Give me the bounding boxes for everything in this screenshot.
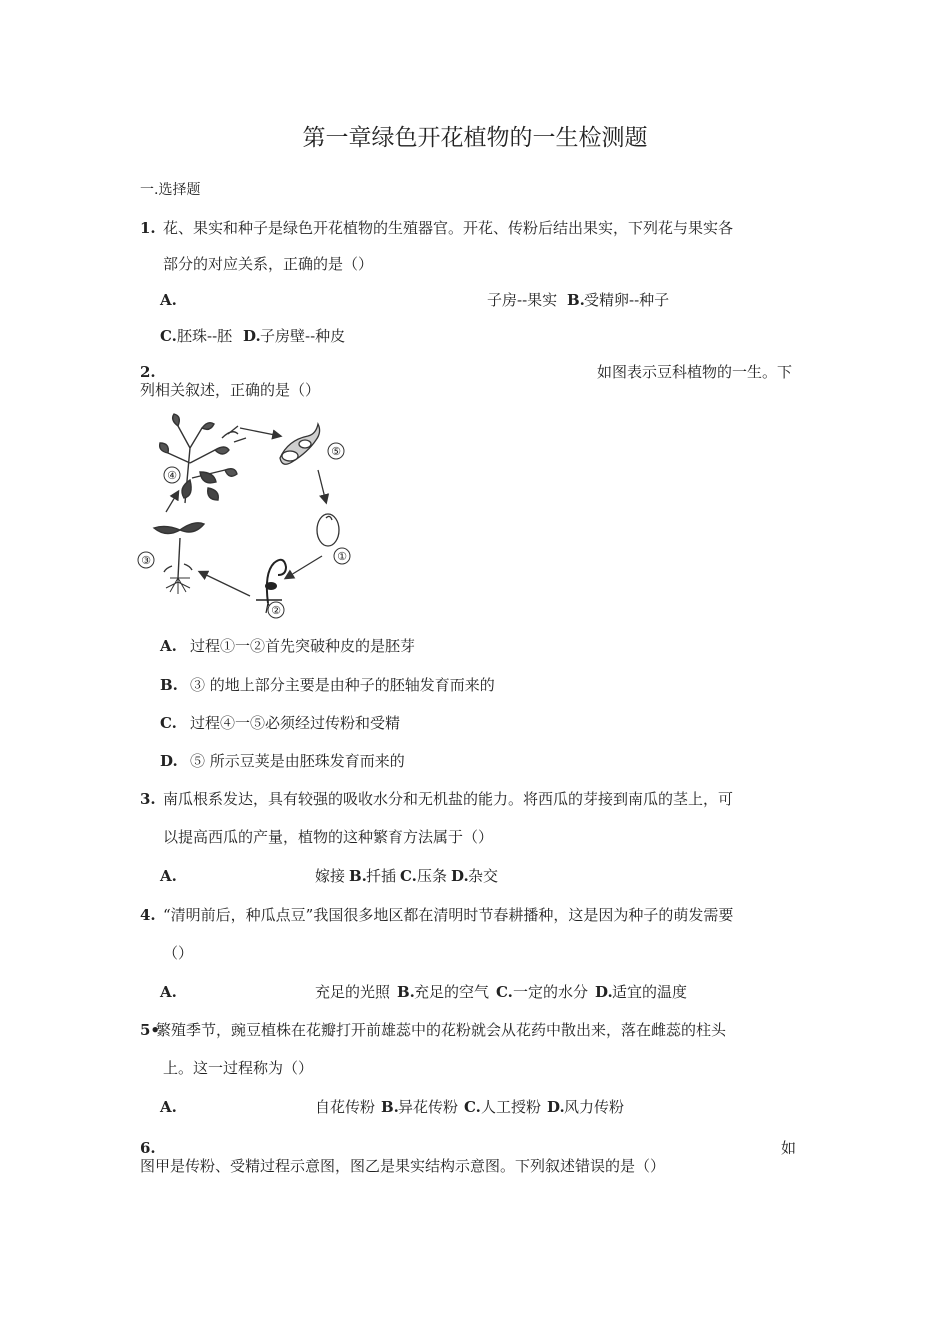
option-text: 一定的水分 bbox=[513, 983, 589, 1001]
option-text: 过程①一②首先突破种皮的是胚芽 bbox=[190, 637, 416, 655]
option-text: 风力传粉 bbox=[564, 1098, 625, 1116]
arrow-5-to-1 bbox=[318, 470, 326, 502]
option-letter: A. bbox=[160, 1098, 177, 1116]
option-text: 胚珠--胚 bbox=[177, 327, 233, 345]
stage-label-5: ⑤ bbox=[331, 445, 341, 458]
option-text: 子房壁--种皮 bbox=[260, 327, 346, 345]
section-heading: 一.选择题 bbox=[140, 182, 201, 198]
option-text: 充足的空气 bbox=[414, 983, 490, 1001]
arrow-2-to-3 bbox=[200, 572, 250, 596]
option-letter: C. bbox=[160, 327, 177, 345]
stage-label-3: ③ bbox=[141, 554, 151, 567]
question-number: 1. bbox=[140, 219, 156, 237]
question-number: 4. bbox=[140, 906, 156, 924]
question-text: 如图表示豆科植物的一生。下 bbox=[597, 363, 793, 381]
option-letter: A. bbox=[160, 637, 177, 655]
mature-plant-drawing bbox=[160, 414, 246, 503]
option-text: 适宜的温度 bbox=[612, 983, 688, 1001]
stage-label-1: ① bbox=[337, 550, 347, 563]
option-letter: B. bbox=[397, 983, 415, 1001]
question-text: 花、果实和种子是绿色开花植物的生殖器官。开花、传粉后结出果实，下列花与果实各 bbox=[163, 219, 734, 237]
question-text: 繁殖季节，豌豆植株在花瓣打开前雄蕊中的花粉就会从花药中散出来，落在雌蕊的柱头 bbox=[156, 1021, 727, 1039]
option-letter: D. bbox=[595, 983, 613, 1001]
bean-life-cycle-figure bbox=[130, 408, 370, 623]
option-letter: B. bbox=[567, 291, 585, 309]
option-text: ③ 的地上部分主要是由种子的胚轴发育而来的 bbox=[190, 676, 495, 694]
arrow-1-to-2 bbox=[286, 556, 322, 578]
option-letter: A. bbox=[160, 291, 177, 309]
option-letter: A. bbox=[160, 983, 177, 1001]
option-text: 杂交 bbox=[468, 867, 499, 885]
seed-drawing bbox=[317, 514, 339, 546]
option-letter: D. bbox=[160, 752, 178, 770]
question-text: 图甲是传粉、受精过程示意图，图乙是果实结构示意图。下列叙述错误的是（） bbox=[140, 1157, 666, 1175]
option-letter: C. bbox=[496, 983, 513, 1001]
question-number: 5• bbox=[140, 1021, 161, 1039]
option-letter: D. bbox=[243, 327, 261, 345]
option-letter: B. bbox=[349, 867, 367, 885]
young-plant-drawing bbox=[154, 523, 204, 594]
question-text: 部分的对应关系，正确的是（） bbox=[163, 255, 374, 273]
option-text: 人工授粉 bbox=[481, 1098, 542, 1116]
option-letter: B. bbox=[160, 676, 178, 694]
option-text: 自花传粉 bbox=[315, 1098, 376, 1116]
question-text: 如 bbox=[781, 1139, 797, 1157]
option-letter: C. bbox=[400, 867, 417, 885]
question-number: 6. bbox=[140, 1139, 156, 1157]
stage-label-4: ④ bbox=[167, 469, 177, 482]
stage-label-2: ② bbox=[271, 604, 281, 617]
option-text: 扦插 bbox=[366, 867, 397, 885]
option-letter: C. bbox=[160, 714, 177, 732]
question-text: 以提高西瓜的产量，植物的这种繁育方法属于（） bbox=[163, 828, 494, 846]
option-letter: D. bbox=[451, 867, 469, 885]
option-letter: D. bbox=[547, 1098, 565, 1116]
question-number: 2. bbox=[140, 363, 156, 381]
option-text: 充足的光照 bbox=[315, 983, 391, 1001]
question-text: “清明前后，种瓜点豆”我国很多地区都在清明时节春耕播种，这是因为种子的萌发需要 bbox=[163, 906, 734, 924]
arrow-3-to-4 bbox=[166, 492, 178, 512]
question-number: 3. bbox=[140, 790, 156, 808]
option-letter: B. bbox=[381, 1098, 399, 1116]
question-text: 南瓜根系发达，具有较强的吸收水分和无机盐的能力。将西瓜的芽接到南瓜的茎上，可 bbox=[163, 790, 734, 808]
question-text: 列相关叙述，正确的是（） bbox=[140, 381, 321, 399]
option-text: 压条 bbox=[417, 867, 448, 885]
question-text: （） bbox=[163, 944, 194, 962]
option-text: 受精卵--种子 bbox=[584, 291, 670, 309]
option-text: 嫁接 bbox=[315, 867, 346, 885]
option-letter: A. bbox=[160, 867, 177, 885]
option-text: ⑤ 所示豆荚是由胚珠发育而来的 bbox=[190, 752, 405, 770]
page-title: 第一章绿色开花植物的一生检测题 bbox=[302, 125, 648, 151]
option-text: 过程④一⑤必须经过传粉和受精 bbox=[190, 714, 401, 732]
bean-pod-drawing bbox=[280, 424, 320, 464]
option-letter: C. bbox=[464, 1098, 481, 1116]
option-text: 子房--果实 bbox=[487, 291, 558, 309]
arrow-4-to-5 bbox=[240, 428, 280, 436]
question-text: 上。这一过程称为（） bbox=[163, 1059, 314, 1077]
option-text: 异花传粉 bbox=[398, 1098, 459, 1116]
